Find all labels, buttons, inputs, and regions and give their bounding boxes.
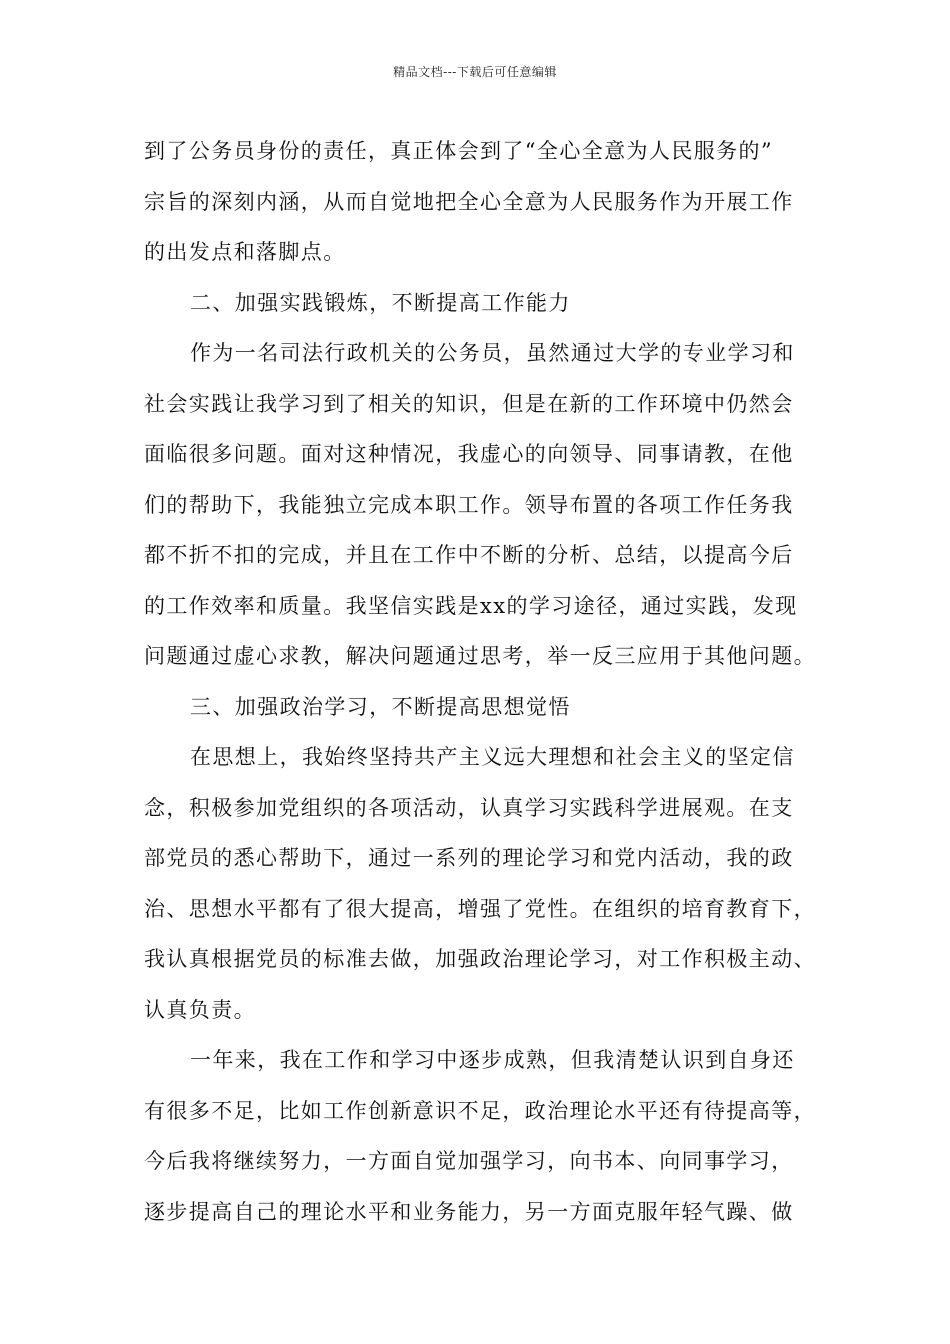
paragraph bbox=[144, 1035, 816, 1237]
text-line: 面临很多问题。面对这种情况，我虚心的向领导、同事请教，在他 bbox=[144, 442, 794, 466]
text-line: 到了公务员身份的责任，真正体会到了“全心全意为人民服务的” bbox=[144, 139, 774, 163]
paragraph bbox=[144, 732, 816, 1035]
text-line: 念，积极参加党组织的各项活动，认真学习实践科学进展观。在支 bbox=[144, 795, 794, 820]
document-body bbox=[144, 126, 816, 1237]
text-line: 问题通过虚心求教，解决问题通过思考，举一反三应用于其他问题。 bbox=[144, 644, 816, 668]
paragraph bbox=[144, 328, 816, 682]
text-line: 的工作效率和质量。我坚信实践是xx的学习途径，通过实践，发现 bbox=[144, 593, 798, 618]
text-line: 二、加强实践锻炼，不断提高工作能力 bbox=[190, 290, 571, 315]
text-line: 有很多不足，比如工作创新意识不足，政治理论水平还有待提高等， bbox=[144, 1098, 816, 1123]
paragraph bbox=[144, 126, 810, 278]
section-heading bbox=[144, 278, 810, 329]
text-line: 认真负责。 bbox=[144, 997, 256, 1022]
text-line: 三、加强政治学习，不断提高思想觉悟 bbox=[190, 694, 571, 719]
text-line: 治、思想水平都有了很大提高，增强了党性。在组织的培育教育下， bbox=[144, 896, 816, 921]
text-line: 今后我将继续努力，一方面自觉加强学习，向书本、向同事学习， bbox=[144, 1149, 794, 1173]
text-line: 逐步提高自己的理论水平和业务能力，另一方面克服年轻气躁、做 bbox=[144, 1199, 794, 1224]
text-line: 作为一名司法行政机关的公务员，虽然通过大学的专业学习和 bbox=[190, 341, 795, 365]
text-line: 们的帮助下，我能独立完成本职工作。领导布置的各项工作任务我 bbox=[144, 492, 794, 517]
page-header: 精品文档---下载后可任意编辑 bbox=[393, 65, 557, 79]
section-heading bbox=[144, 682, 810, 733]
text-line: 部党员的悉心帮助下，通过一系列的理论学习和党内活动，我的政 bbox=[144, 846, 794, 870]
text-line: 一年来，我在工作和学习中逐步成熟，但我清楚认识到自身还 bbox=[190, 1048, 795, 1072]
text-line: 在思想上，我始终坚持共产主义远大理想和社会主义的坚定信 bbox=[190, 745, 795, 769]
text-line: 宗旨的深刻内涵，从而自觉地把全心全意为人民服务作为开展工作 bbox=[144, 189, 794, 214]
text-line: 社会实践让我学习到了相关的知识，但是在新的工作环境中仍然会 bbox=[144, 391, 794, 416]
text-line: 都不折不扣的完成，并且在工作中不断的分析、总结，以提高今后 bbox=[144, 543, 794, 567]
text-line: 的出发点和落脚点。 bbox=[144, 240, 346, 264]
text-line: 我认真根据党员的标准去做，加强政治理论学习，对工作积极主动、 bbox=[144, 947, 816, 971]
